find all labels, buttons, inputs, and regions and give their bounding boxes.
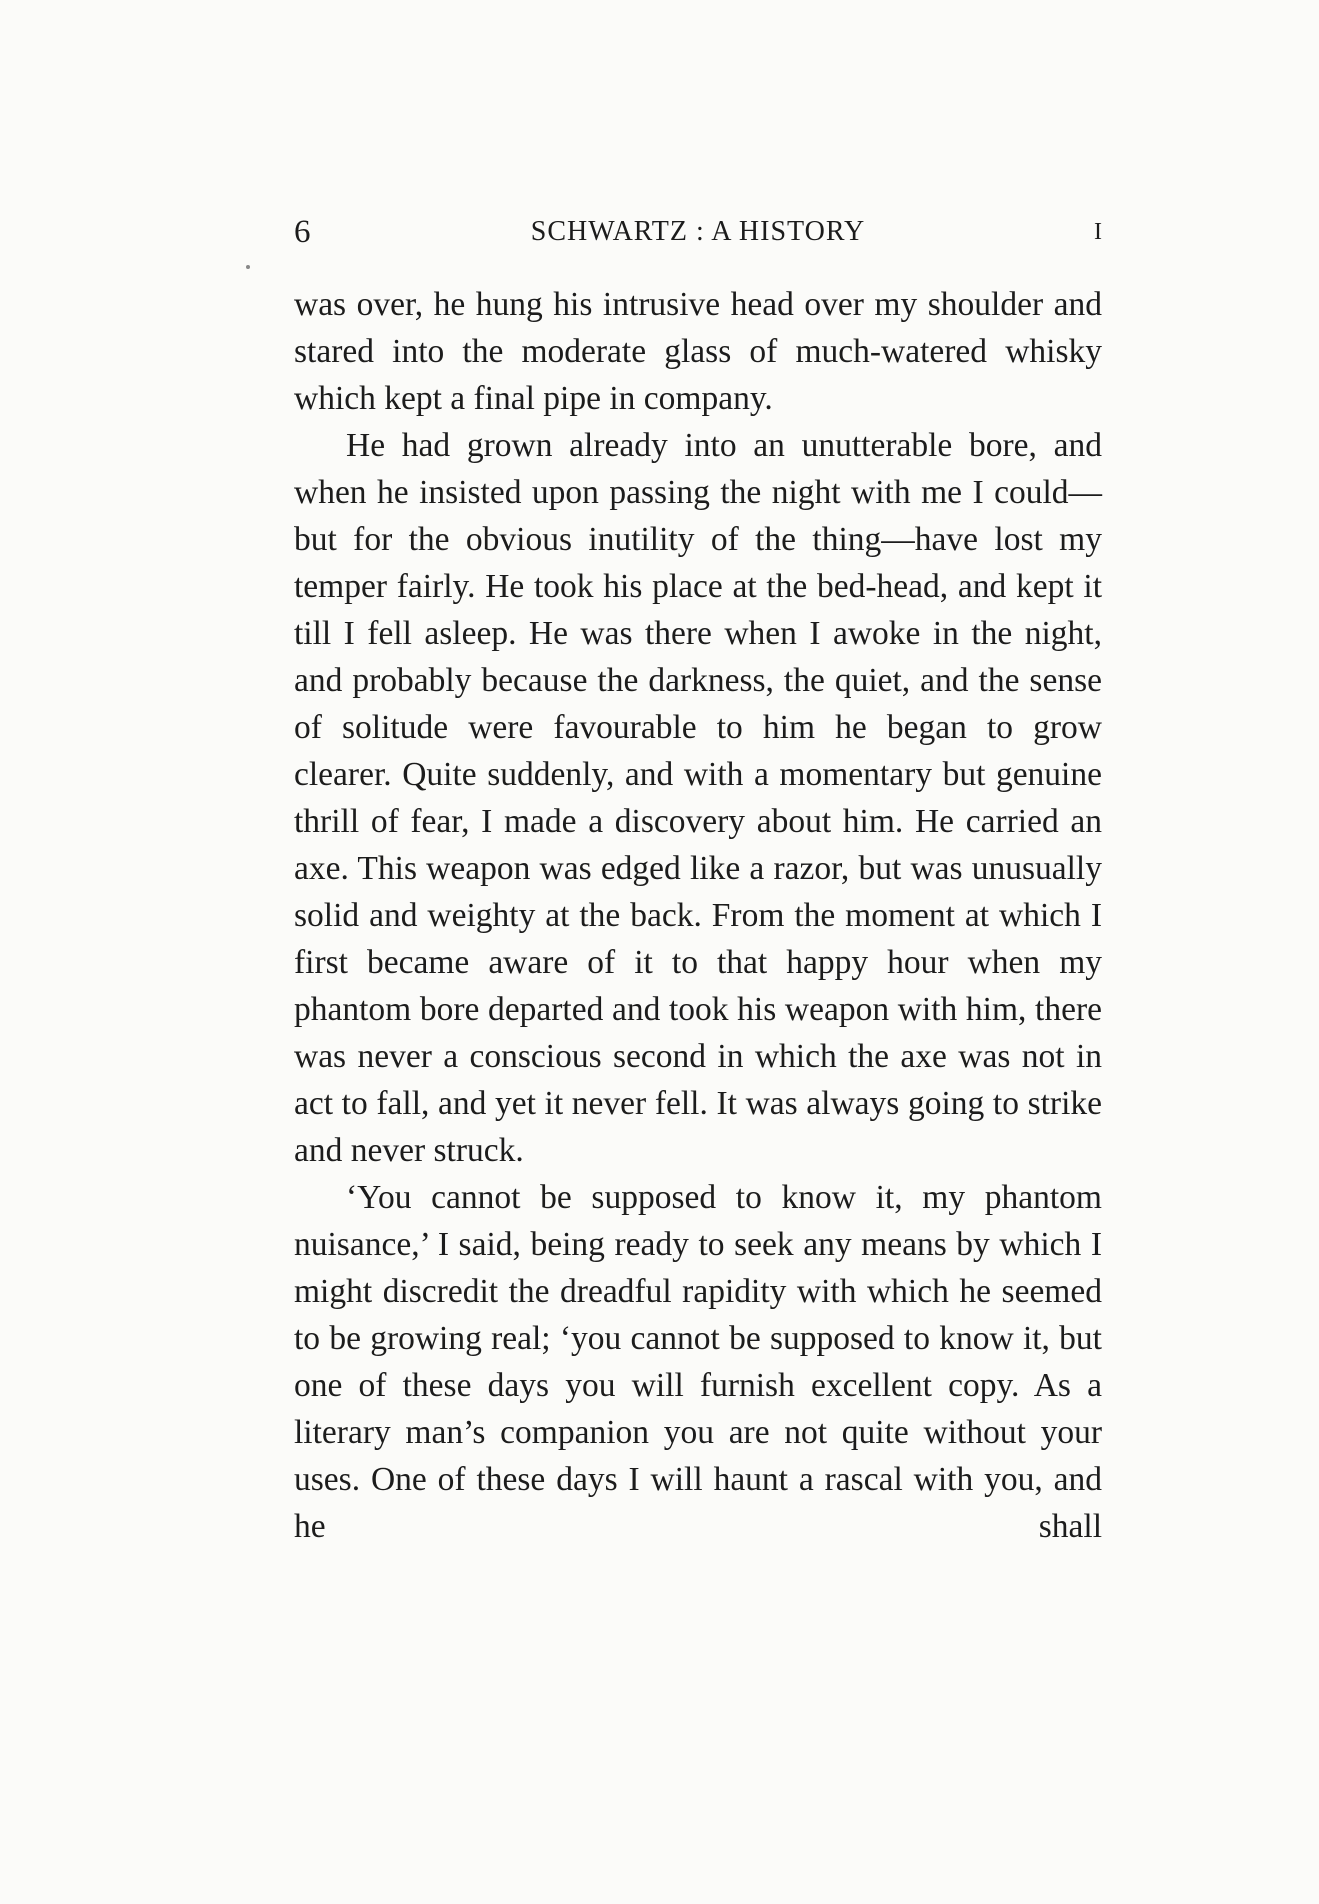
print-speck: [246, 265, 250, 269]
page-number: 6: [294, 214, 311, 250]
signature-mark: I: [1094, 219, 1102, 245]
body-text: [294, 281, 1102, 1550]
running-title: SCHWARTZ : A HISTORY: [530, 216, 866, 247]
paragraph: ‘You cannot be supposed to know it, my phantom nuisance,’ I said, being ready to seek any means by which I might discredit the dreadful rapidity with which he seemed to be growing real; ‘you cannot be supposed to know it, but one of these days you will furnish excellent copy. As a literary man’s companion you are not quite without your uses. One of these days I will haunt a rascal with you, and he shall: [294, 1179, 1102, 1545]
paragraph: He had grown already into an unutterable bore, and when he insisted upon passing the night with me I could—but for the obvious inutility of the thing—have lost my temper fairly. He took his place at the bed-head, and kept it till I fell asleep. He was there when I awoke in the night, and probably because the darkness, the quiet, and the sense of solitude were favourable to him he began to grow clearer. Quite suddenly, and with a momentary but genuine thrill of fear, I made a discovery about him. He carried an axe. This weapon was edged like a razor, but was unusually solid and weighty at the back. From the moment at which I first became aware of it to that happy hour when my phantom bore departed and took his weapon with him, there was never a conscious second in which the axe was not in act to fall, and yet it never fell. It was always going to strike and never struck.: [294, 427, 1102, 1169]
running-header: [294, 210, 1102, 254]
paragraph-continued: was over, he hung his intrusive head over my shoulder and stared into the moderate glass of much-watered whisky which kept a final pipe in company.: [294, 286, 1102, 417]
